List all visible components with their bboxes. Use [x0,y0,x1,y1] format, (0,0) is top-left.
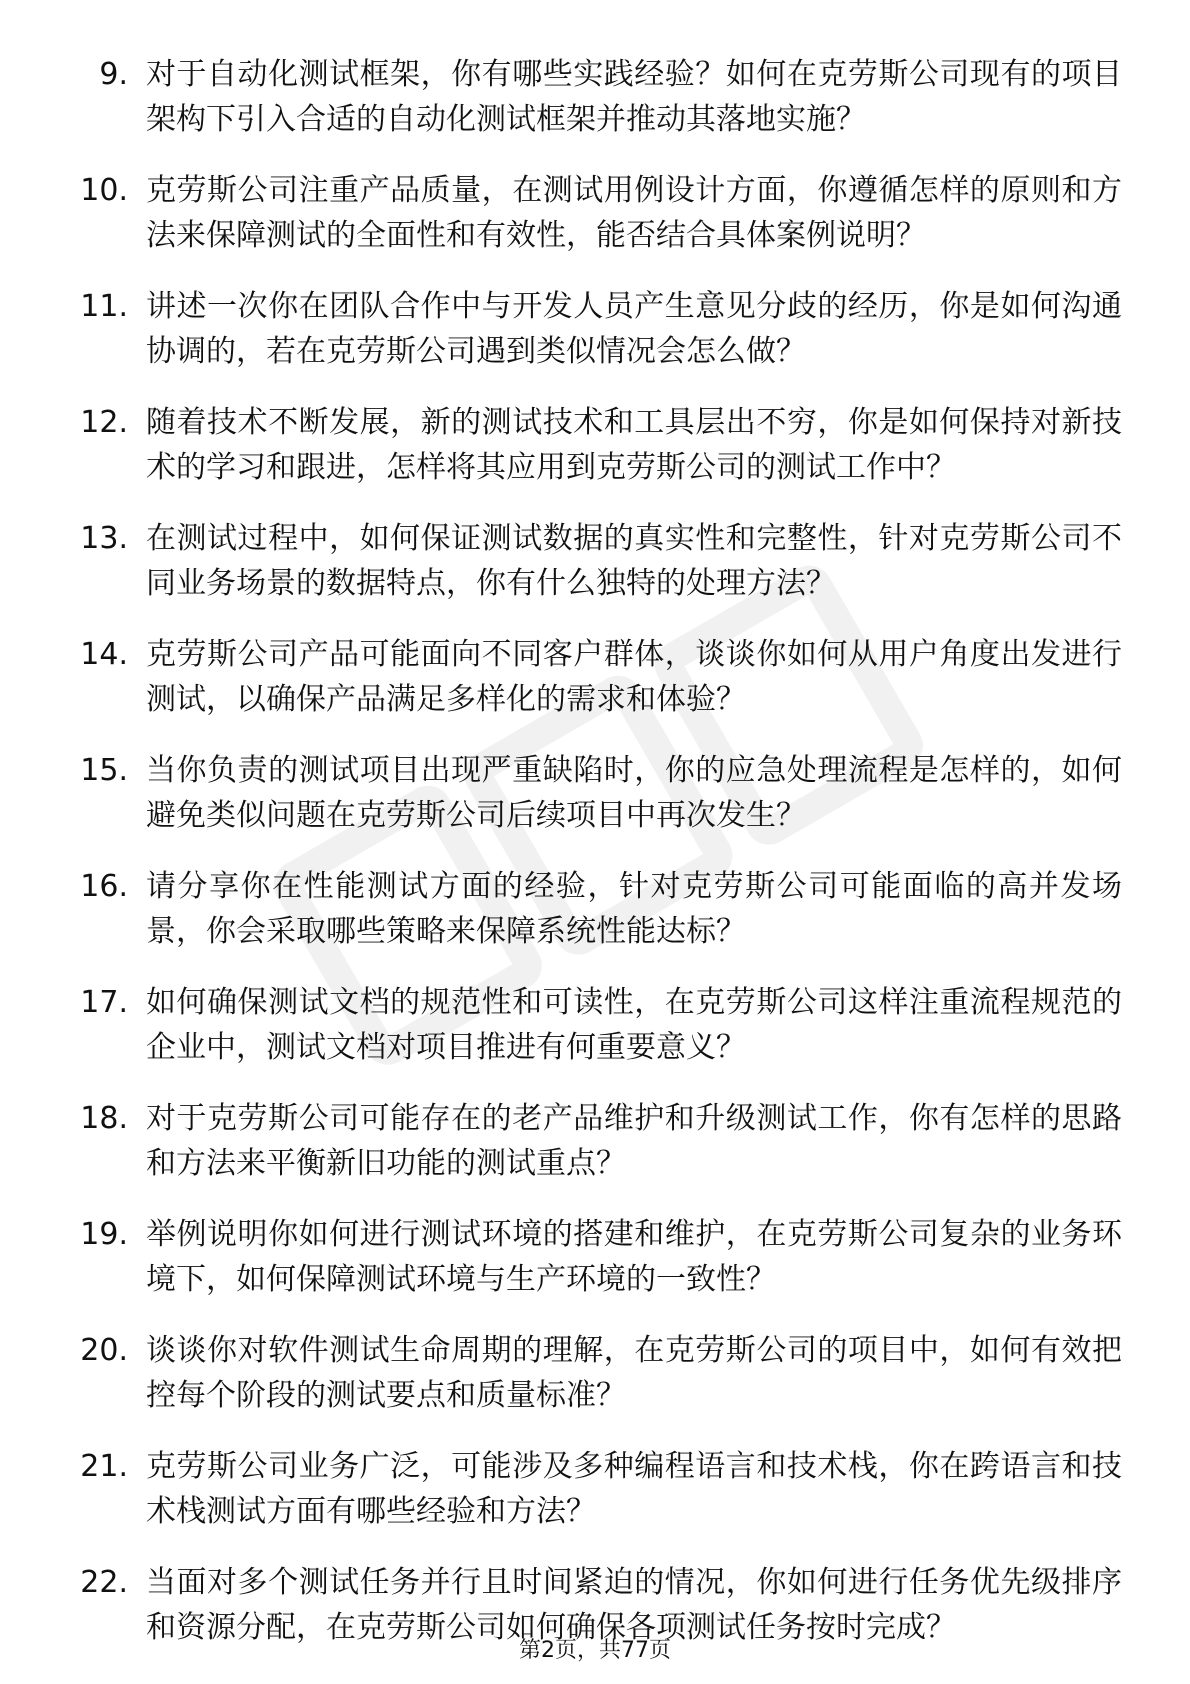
question-text: 随着技术不断发展，新的测试技术和工具层出不穷，你是如何保持对新技术的学习和跟进，怎样将其应用到克劳斯公司的测试工作中？ [146,405,1122,485]
question-number: 15. [80,753,128,788]
question-text: 克劳斯公司产品可能面向不同客户群体，谈谈你如何从用户角度出发进行测试，以确保产品满足多样化的需求和体验？ [146,637,1122,717]
question-item [62,400,1122,490]
question-number: 20. [80,1333,128,1368]
question-item [62,168,1122,258]
question-text: 克劳斯公司业务广泛，可能涉及多种编程语言和技术栈，你在跨语言和技术栈测试方面有哪些经验和方法？ [146,1449,1122,1529]
question-text: 当你负责的测试项目出现严重缺陷时，你的应急处理流程是怎样的，如何避免类似问题在克劳斯公司后续项目中再次发生？ [146,753,1122,833]
question-item [62,1212,1122,1302]
question-item [62,864,1122,954]
question-number: 18. [80,1101,128,1136]
question-item [62,1328,1122,1418]
question-item [62,980,1122,1070]
question-text: 在测试过程中，如何保证测试数据的真实性和完整性，针对克劳斯公司不同业务场景的数据特点，你有什么独特的处理方法？ [146,521,1122,601]
question-text: 对于克劳斯公司可能存在的老产品维护和升级测试工作，你有怎样的思路和方法来平衡新旧功能的测试重点？ [146,1101,1122,1181]
question-text: 请分享你在性能测试方面的经验，针对克劳斯公司可能面临的高并发场景，你会采取哪些策略来保障系统性能达标？ [146,869,1122,949]
question-text: 对于自动化测试框架，你有哪些实践经验？如何在克劳斯公司现有的项目架构下引入合适的自动化测试框架并推动其落地实施？ [146,57,1122,137]
question-number: 19. [80,1217,128,1252]
question-list [62,52,1122,1676]
question-number: 13. [80,521,128,556]
question-text: 谈谈你对软件测试生命周期的理解，在克劳斯公司的项目中，如何有效把控每个阶段的测试要点和质量标准？ [146,1333,1122,1413]
question-number: 9. [99,57,128,92]
question-item [62,1096,1122,1186]
page-footer [0,1636,1190,1666]
question-number: 16. [80,869,128,904]
page-number-label: 第2页，共77页 [519,1638,671,1663]
question-number: 22. [80,1565,128,1600]
question-text: 克劳斯公司注重产品质量，在测试用例设计方面，你遵循怎样的原则和方法来保障测试的全面性和有效性，能否结合具体案例说明？ [146,173,1122,253]
question-number: 10. [80,173,128,208]
question-number: 14. [80,637,128,672]
question-text: 讲述一次你在团队合作中与开发人员产生意见分歧的经历，你是如何沟通协调的，若在克劳斯公司遇到类似情况会怎么做？ [146,289,1122,369]
question-item [62,632,1122,722]
question-item [62,284,1122,374]
question-item [62,1444,1122,1534]
question-number: 11. [80,289,128,324]
question-item [62,52,1122,142]
question-item [62,748,1122,838]
question-number: 21. [80,1449,128,1484]
question-number: 12. [80,405,128,440]
question-text: 当面对多个测试任务并行且时间紧迫的情况，你如何进行任务优先级排序和资源分配，在克劳斯公司如何确保各项测试任务按时完成？ [146,1565,1122,1645]
question-number: 17. [80,985,128,1020]
question-text: 举例说明你如何进行测试环境的搭建和维护，在克劳斯公司复杂的业务环境下，如何保障测试环境与生产环境的一致性？ [146,1217,1122,1297]
question-text: 如何确保测试文档的规范性和可读性，在克劳斯公司这样注重流程规范的企业中，测试文档对项目推进有何重要意义？ [146,985,1122,1065]
question-item [62,516,1122,606]
